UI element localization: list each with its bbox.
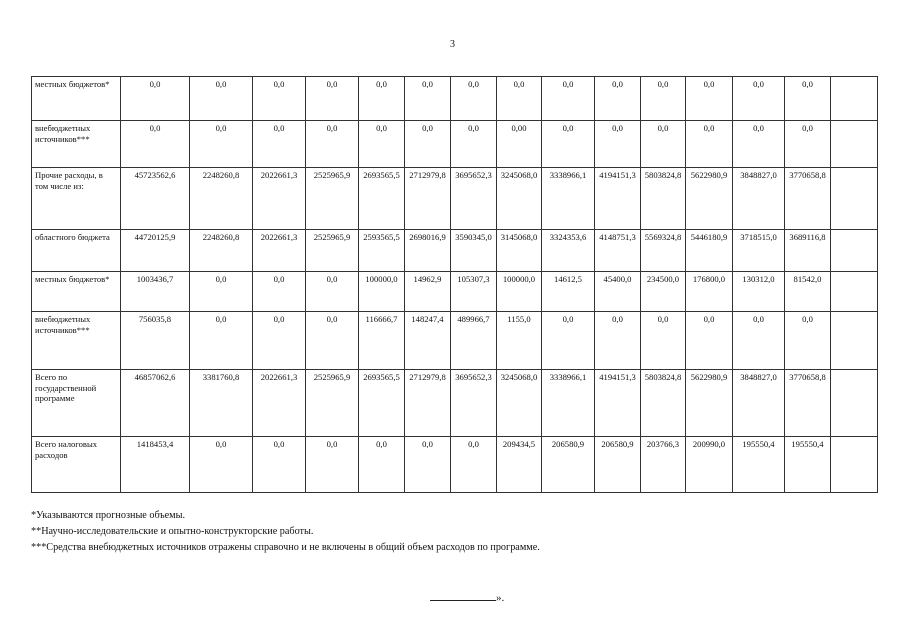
table-row (32, 370, 878, 437)
table-row (32, 312, 878, 370)
table-cell: 44720125,9 (121, 230, 190, 272)
table-cell: 0,0 (306, 272, 359, 312)
table-cell: 209434,5 (497, 437, 542, 493)
table-cell: 3770658,8 (785, 370, 831, 437)
table-cell: 100000,0 (497, 272, 542, 312)
table-cell: 206580,9 (542, 437, 595, 493)
table-cell: 0,0 (595, 77, 641, 121)
table-cell: 3245068,0 (497, 370, 542, 437)
row-label: местных бюджетов* (32, 272, 121, 312)
table-cell: 3145068,0 (497, 230, 542, 272)
table-cell: 0,0 (190, 272, 253, 312)
table-cell: 14612,5 (542, 272, 595, 312)
empty-cell (831, 121, 878, 168)
table-cell: 0,0 (253, 437, 306, 493)
table-cell: 0,0 (542, 312, 595, 370)
empty-cell (831, 77, 878, 121)
table-cell: 0,0 (542, 77, 595, 121)
table-cell: 2525965,9 (306, 370, 359, 437)
empty-cell (831, 312, 878, 370)
table-cell: 2525965,9 (306, 168, 359, 230)
table-cell: 0,0 (121, 77, 190, 121)
empty-cell (831, 437, 878, 493)
table-row (32, 77, 878, 121)
table-cell: 2693565,5 (359, 370, 405, 437)
table-cell: 0,0 (306, 312, 359, 370)
table-cell: 0,0 (451, 121, 497, 168)
table-cell: 0,0 (121, 121, 190, 168)
table-cell: 0,0 (451, 437, 497, 493)
table-cell: 3695652,3 (451, 370, 497, 437)
table-cell: 100000,0 (359, 272, 405, 312)
table-cell: 5622980,9 (686, 370, 733, 437)
table-cell: 0,0 (686, 121, 733, 168)
table-cell: 0,0 (686, 312, 733, 370)
table-cell: 0,0 (405, 121, 451, 168)
table-cell: 116666,7 (359, 312, 405, 370)
closing-mark (430, 590, 504, 604)
empty-cell (831, 230, 878, 272)
table-cell: 3338966,1 (542, 168, 595, 230)
table-cell: 4194151,3 (595, 370, 641, 437)
table-cell: 0,0 (253, 312, 306, 370)
table-row (32, 168, 878, 230)
table-cell: 0,0 (253, 121, 306, 168)
signature-line (430, 590, 496, 601)
table-cell: 0,0 (595, 312, 641, 370)
table-cell: 0,0 (542, 121, 595, 168)
table-cell: 0,0 (641, 312, 686, 370)
table-cell: 2022661,3 (253, 168, 306, 230)
table-cell: 148247,4 (405, 312, 451, 370)
table-cell: 0,0 (405, 77, 451, 121)
table-cell: 0,0 (497, 77, 542, 121)
table-cell: 176800,0 (686, 272, 733, 312)
table-cell: 195550,4 (785, 437, 831, 493)
table-cell: 2593565,5 (359, 230, 405, 272)
table-cell: 0,0 (595, 121, 641, 168)
table-cell: 3338966,1 (542, 370, 595, 437)
table-cell: 45723562,6 (121, 168, 190, 230)
table-cell: 1003436,7 (121, 272, 190, 312)
table-cell: 4148751,3 (595, 230, 641, 272)
table-cell: 81542,0 (785, 272, 831, 312)
table-cell: 0,0 (306, 437, 359, 493)
table-cell: 2022661,3 (253, 370, 306, 437)
table-cell: 0,0 (190, 312, 253, 370)
row-label: внебюджетных источников*** (32, 121, 121, 168)
table-cell: 0,0 (785, 121, 831, 168)
empty-cell (831, 272, 878, 312)
table-cell: 2525965,9 (306, 230, 359, 272)
table-cell: 3718515,0 (733, 230, 785, 272)
table-cell: 2712979,8 (405, 370, 451, 437)
table-row (32, 272, 878, 312)
table-cell: 5446180,9 (686, 230, 733, 272)
table-cell: 206580,9 (595, 437, 641, 493)
table-cell: 3590345,0 (451, 230, 497, 272)
table-cell: 0,0 (359, 121, 405, 168)
footnote-rnd: **Научно-исследовательские и опытно-конструкторские работы. (31, 526, 314, 537)
table-cell: 0,0 (306, 77, 359, 121)
row-label: внебюджетных источников*** (32, 312, 121, 370)
table-cell: 5803824,8 (641, 168, 686, 230)
table-cell: 3848827,0 (733, 370, 785, 437)
table-cell: 0,0 (253, 77, 306, 121)
table-cell: 0,0 (785, 77, 831, 121)
table-cell: 3770658,8 (785, 168, 831, 230)
table-cell: 200990,0 (686, 437, 733, 493)
table-cell: 0,0 (190, 121, 253, 168)
table-row (32, 230, 878, 272)
table-cell: 0,0 (359, 77, 405, 121)
table-cell: 130312,0 (733, 272, 785, 312)
table-cell: 3381760,8 (190, 370, 253, 437)
table-cell: 0,0 (641, 121, 686, 168)
table-cell: 0,0 (359, 437, 405, 493)
table-cell: 0,00 (497, 121, 542, 168)
table-cell: 45400,0 (595, 272, 641, 312)
table-cell: 0,0 (451, 77, 497, 121)
row-label: Прочие расходы, в том числе из: (32, 168, 121, 230)
empty-cell (831, 168, 878, 230)
table-cell: 2712979,8 (405, 168, 451, 230)
table-row (32, 121, 878, 168)
table-cell: 0,0 (733, 121, 785, 168)
table-cell: 3245068,0 (497, 168, 542, 230)
table-cell: 489966,7 (451, 312, 497, 370)
table-cell: 3324353,6 (542, 230, 595, 272)
table-cell: 0,0 (641, 77, 686, 121)
table-cell: 3695652,3 (451, 168, 497, 230)
budget-table (31, 76, 878, 493)
row-label: Всего по государственной программе (32, 370, 121, 437)
row-label: областного бюджета (32, 230, 121, 272)
closing-quote: ». (496, 592, 505, 604)
row-label: местных бюджетов* (32, 77, 121, 121)
table-cell: 5622980,9 (686, 168, 733, 230)
table-row (32, 437, 878, 493)
table-cell: 0,0 (686, 77, 733, 121)
table-cell: 3848827,0 (733, 168, 785, 230)
table-cell: 2022661,3 (253, 230, 306, 272)
table-cell: 3689116,8 (785, 230, 831, 272)
table-cell: 5569324,8 (641, 230, 686, 272)
table-cell: 5803824,8 (641, 370, 686, 437)
table-cell: 203766,3 (641, 437, 686, 493)
table-cell: 756035,8 (121, 312, 190, 370)
table-cell: 105307,3 (451, 272, 497, 312)
page-number: 3 (450, 39, 455, 50)
footnotes (31, 508, 540, 556)
table-cell: 0,0 (733, 312, 785, 370)
table-cell: 234500,0 (641, 272, 686, 312)
table-cell: 1155,0 (497, 312, 542, 370)
table-cell: 0,0 (190, 77, 253, 121)
table-cell: 4194151,3 (595, 168, 641, 230)
table-cell: 0,0 (306, 121, 359, 168)
table-cell: 14962,9 (405, 272, 451, 312)
table-cell: 0,0 (733, 77, 785, 121)
table-cell: 0,0 (785, 312, 831, 370)
table-cell: 2248260,8 (190, 168, 253, 230)
table-cell: 2248260,8 (190, 230, 253, 272)
table-cell: 46857062,6 (121, 370, 190, 437)
table-cell: 1418453,4 (121, 437, 190, 493)
row-label: Всего налоговых расходов (32, 437, 121, 493)
table-cell: 195550,4 (733, 437, 785, 493)
footnote-forecast: *Указываются прогнозные объемы. (31, 510, 186, 521)
table-cell: 0,0 (405, 437, 451, 493)
footnote-extrabudgetary: ***Средства внебюджетных источников отражены справочно и не включены в общий объем расходов по программе. (31, 542, 540, 553)
table-cell: 0,0 (190, 437, 253, 493)
table-cell: 0,0 (253, 272, 306, 312)
table-cell: 2693565,5 (359, 168, 405, 230)
empty-cell (831, 370, 878, 437)
table-cell: 2698016,9 (405, 230, 451, 272)
